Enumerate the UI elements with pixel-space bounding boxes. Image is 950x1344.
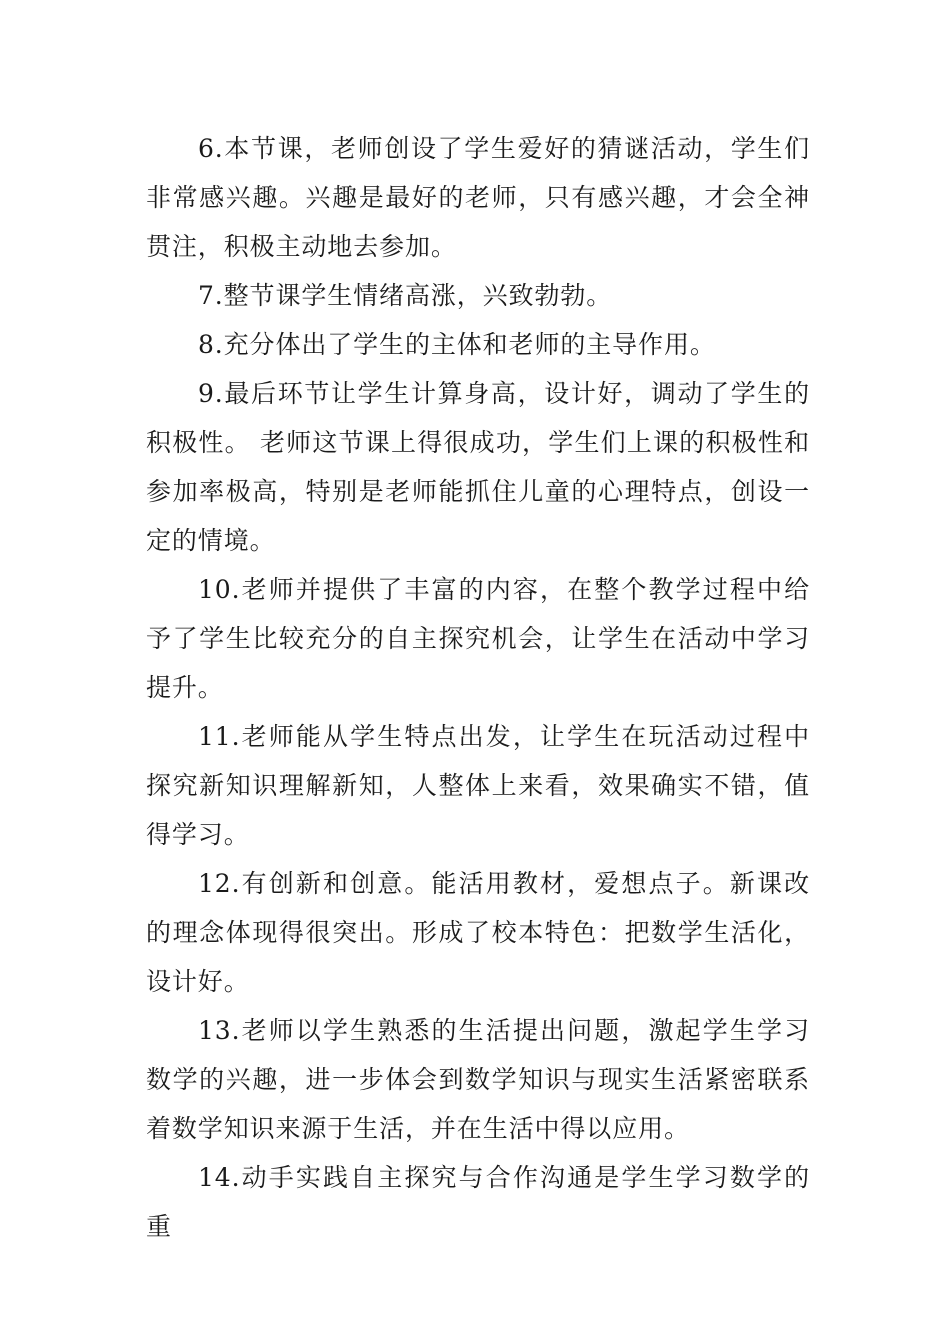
paragraph-8: 8.充分体出了学生的主体和老师的主导作用。 — [198, 330, 716, 359]
paragraph-10: 10.老师并提供了丰富的内容，在整个教学过程中给予了学生比较充分的自主探究机会，让学生在活动中学习提升。 — [146, 575, 810, 702]
paragraph-14: 14.动手实践自主探究与合作沟通是学生学习数学的重 — [146, 1163, 810, 1241]
paragraph-6: 6.本节课，老师创设了学生爱好的猜谜活动，学生们非常感兴趣。兴趣是最好的老师，只有感兴趣，才会全神贯注，积极主动地去参加。 — [146, 134, 810, 261]
paragraph-11: 11.老师能从学生特点出发，让学生在玩活动过程中探究新知识理解新知，人整体上来看，效果确实不错，值得学习。 — [146, 722, 810, 849]
document-body — [146, 124, 810, 1251]
paragraph-9: 9.最后环节让学生计算身高，设计好，调动了学生的积极性。 老师这节课上得很成功，学生们上课的积极性和参加率极高，特别是老师能抓住儿童的心理特点，创设一定的情境。 — [146, 379, 810, 555]
paragraph-13: 13.老师以学生熟悉的生活提出问题，激起学生学习数学的兴趣，进一步体会到数学知识与现实生活紧密联系着数学知识来源于生活，并在生活中得以应用。 — [146, 1016, 810, 1143]
paragraph-12: 12.有创新和创意。能活用教材，爱想点子。新课改的理念体现得很突出。形成了校本特色：把数学生活化，设计好。 — [146, 869, 810, 996]
paragraph-7: 7.整节课学生情绪高涨，兴致勃勃。 — [198, 281, 613, 310]
